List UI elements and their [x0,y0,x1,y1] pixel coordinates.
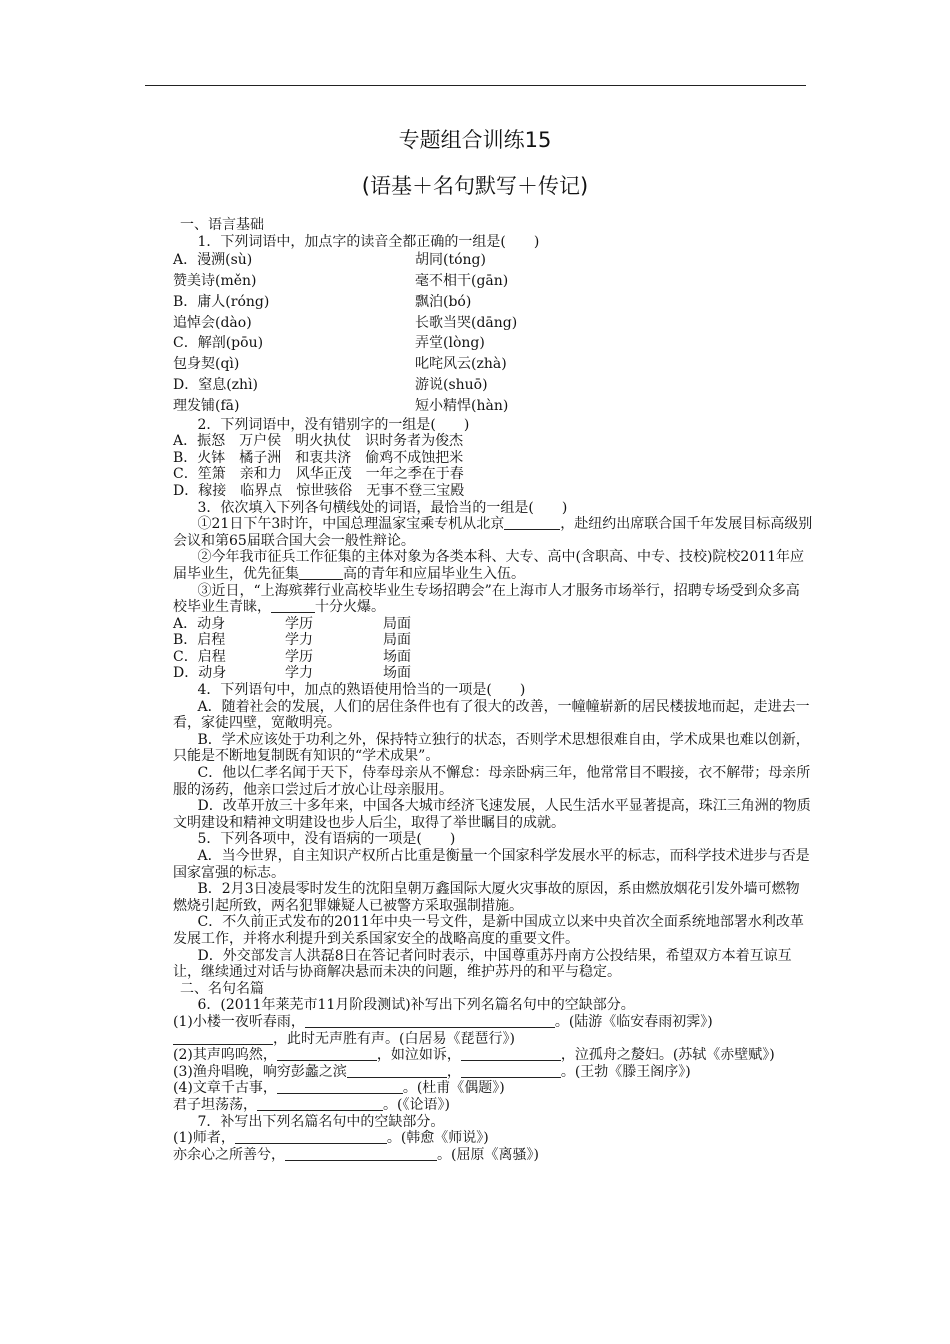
q6-stem: 6．(2011年莱芜市11月阶段测试)补写出下列名篇名句中的空缺部分。 [197,997,635,1014]
q1-row [173,354,813,375]
section-heading-quotes: 二、名句名篇 [180,980,264,997]
q7-line: (1)师者， 。(韩愈《师说》) [173,1130,489,1147]
q1-item: 理发铺(fā) [173,397,240,414]
q3-sentence-2: ②今年我市征兵工作征集的主体对象为各类本科、大专、高中(含职高、中专、技校)院校2011年应届毕业生，优先征集 高的青年和应届毕业生入伍。 [173,549,805,582]
q6-line: (4)文章千古事， 。(杜甫《偶题》) [173,1080,505,1097]
q1-item: 短小精悍(hàn) [415,397,509,414]
q6-line: (2)其声呜呜然， ，如泣如诉， ，泣孤舟之嫠妇。(苏轼《赤壁赋》) [173,1047,775,1064]
answer-blank[interactable] [461,1064,561,1078]
q1-options [173,250,813,416]
q4-stem: 4．下列语句中，加点的熟语使用恰当的一项是( ) [197,682,526,699]
q4-option-d: D．改革开放三十多年来，中国各大城市经济飞速发展，人民生活水平显著提高，珠江三角洲的物质文明建设和精神文明建设也步人后尘，取得了举世瞩目的成就。 [173,798,811,831]
answer-blank[interactable] [305,1014,555,1028]
q2-option: C．笙箫 亲和力 风华正茂 一年之季在于春 [173,466,464,483]
q1-row [173,313,813,334]
answer-blank[interactable] [173,1031,273,1045]
q1-item: B．庸人(róng) [173,293,270,310]
q2-option: B．火钵 橘子洲 和衷共济 偷鸡不成蚀把米 [173,449,464,466]
q5-option-d: D．外交部发言人洪磊8日在答记者问时表示，中国尊重苏丹南方公投结果，希望双方本着互谅互让，继续通过对话与协商解决悬而未决的问题，维护苏丹的和平与稳定。 [173,947,792,981]
q3-sentence-1: ①21日下午3时许，中国总理温家宝乘专机从北京 ，赴纽约出席联合国千年发展目标高级别会议和第65届联合国大会一般性辩论。 [173,516,813,549]
q1-row [173,292,813,313]
answer-blank[interactable] [271,599,315,613]
q3-option: C．启程 学历 场面 [173,648,411,665]
q3-stem: 3．依次填入下列各句横线处的词语，最恰当的一组是( ) [197,499,568,516]
page-title: 专题组合训练15 [398,128,552,152]
header-rule [145,85,806,86]
q3-sentence-3: ③近日，“上海殡葬行业高校毕业生专场招聘会”在上海市人才服务市场举行，招聘专场受到众多高校毕业生青睐， 十分火爆。 [173,582,800,616]
q1-item: 叱咤风云(zhà) [415,356,507,373]
q1-item: 包身契(qì) [173,356,240,373]
q1-item: 长歌当哭(dāng) [415,314,518,331]
q2-stem: 2．下列词语中，没有错别字的一组是( ) [197,416,470,433]
q7-line: 亦余心之所善兮， 。(屈原《离骚》) [173,1146,539,1163]
q3-option: A．动身 学历 局面 [173,615,411,632]
q1-stem: 1．下列词语中，加点字的读音全都正确的一组是( ) [197,233,540,250]
q3-option: B．启程 学力 局面 [173,632,411,649]
q6-line: ，此时无声胜有声。(白居易《琵琶行》) [173,1031,813,1048]
answer-blank[interactable] [299,566,343,580]
answer-blank[interactable] [461,1047,561,1061]
q7-stem: 7．补写出下列名篇名句中的空缺部分。 [197,1113,445,1130]
q4-option-a: A．随着社会的发展，人们的居住条件也有了很大的改善，一幢幢崭新的居民楼拔地而起，走进去一看，家徒四壁，宽敞明亮。 [173,698,810,732]
q1-item: 游说(shuō) [415,377,488,394]
q1-item: 飘泊(bó) [415,293,472,310]
q1-item: 赞美诗(měn) [173,273,257,290]
q6-line: (1)小楼一夜听春雨， 。(陆游《临安春雨初霁》) [173,1013,713,1030]
answer-blank[interactable] [257,1097,383,1111]
q1-item: D．窒息(zhì) [173,377,259,394]
q5-option-c: C．不久前正式发布的2011年中央一号文件，是新中国成立以来中央首次全面系统地部署水利改革发展工作，并将水利提升到关系国家安全的战略高度的重要文件。 [173,914,804,947]
q1-item: 弄堂(lòng) [415,335,485,352]
answer-blank[interactable] [277,1080,403,1094]
q1-row [173,250,813,271]
answer-blank[interactable] [504,516,560,530]
q1-row [173,375,813,396]
q1-row [173,333,813,354]
page-subtitle: (语基＋名句默写＋传记) [361,174,589,198]
q4-option-c: C．他以仁孝名闻于天下，侍奉母亲从不懈怠：母亲卧病三年，他常常目不暇接，衣不解带；母亲所服的汤药，他亲口尝过后才放心让母亲服用。 [173,765,811,798]
q5-stem: 5．下列各项中，没有语病的一项是( ) [197,831,456,848]
answer-blank[interactable] [285,1147,437,1161]
q1-item: A．漫溯(sù) [173,252,253,269]
q3-option: D．动身 学力 场面 [173,665,411,682]
q6-line: 君子坦荡荡， 。(《论语》) [173,1096,450,1113]
q1-row [173,396,813,417]
q1-item: 追悼会(dào) [173,314,252,331]
q2-option: D．稼接 临界点 惊世骇俗 无事不登三宝殿 [173,482,465,499]
q1-item: 胡同(tóng) [415,252,486,269]
q6-line: (3)渔舟唱晚，响穷彭蠡之滨 ， 。(王勃《滕王阁序》) [173,1063,691,1080]
document-body [173,217,813,1163]
q1-row [173,271,813,292]
q2-option: A．振怒 万户侯 明火执仗 识时务者为俊杰 [173,433,464,450]
answer-blank[interactable] [235,1130,387,1144]
q1-item: 毫不相干(gān) [415,273,509,290]
q4-option-b: B．学术应该处于功利之外，保持特立独行的状态，否则学术思想很难自由，学术成果也难以创新，只能是不断地复制既有知识的“学术成果”。 [173,731,810,765]
q5-option-a: A．当今世界，自主知识产权所占比重是衡量一个国家科学发展水平的标志，而科学技术进步与否是国家富强的标志。 [173,848,810,881]
answer-blank[interactable] [277,1047,377,1061]
q1-item: C．解剖(pōu) [173,335,264,352]
section-heading-language: 一、语言基础 [180,217,264,233]
q5-option-b: B．2月3日凌晨零时发生的沈阳皇朝万鑫国际大厦火灾事故的原因，系由燃放烟花引发外墙可燃物燃烧引起所致，两名犯罪嫌疑人已被警方采取强制措施。 [173,881,800,914]
answer-blank[interactable] [347,1064,447,1078]
